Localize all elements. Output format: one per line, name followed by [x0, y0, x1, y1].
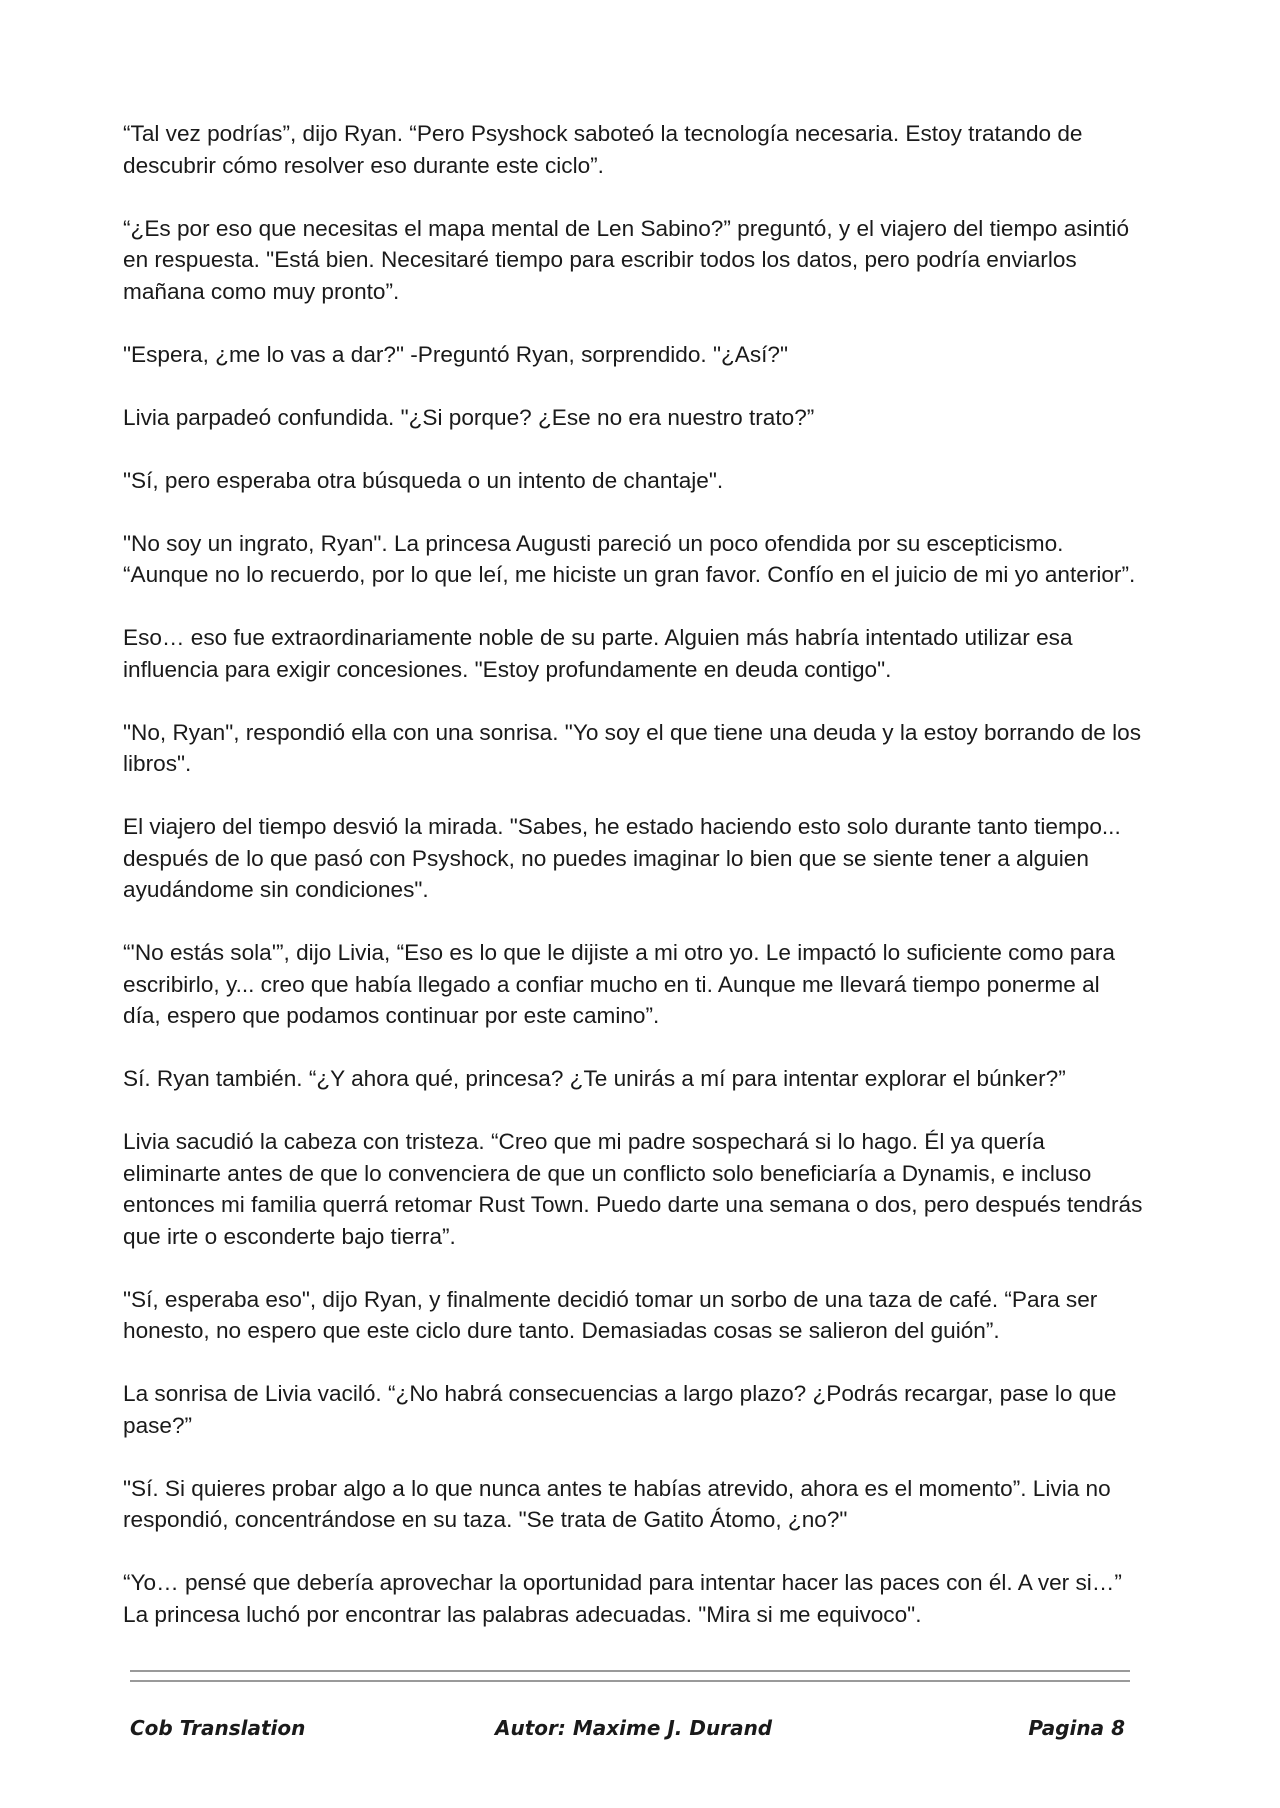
paragraph: “Tal vez podrías”, dijo Ryan. “Pero Psyshock saboteó la tecnología necesaria. Estoy tratando de descubrir cómo resolver eso durante este ciclo”.: [123, 121, 1083, 178]
paragraph: "No, Ryan", respondió ella con una sonrisa. "Yo soy el que tiene una deuda y la estoy borrando de los libros".: [123, 719, 1142, 776]
paragraph: Sí. Ryan también. “¿Y ahora qué, princesa? ¿Te unirás a mí para intentar explorar el búnker?”: [123, 1066, 1066, 1091]
paragraph: "Sí, pero esperaba otra búsqueda o un intento de chantaje".: [123, 467, 724, 493]
page-footer: [130, 1716, 1130, 1748]
body-text: [123, 118, 1143, 1662]
paragraph: "Sí, esperaba eso", dijo Ryan, y finalmente decidió tomar un sorbo de una taza de café. “Para ser honesto, no espero que este ciclo dure tanto. Demasiadas cosas se salieron del guión”.: [123, 1286, 1098, 1343]
paragraph: “Yo… pensé que debería aprovechar la oportunidad para intentar hacer las paces con él. A ver si…” La princesa luchó por encontrar las palabras adecuadas. "Mira si me equivoco".: [123, 1570, 1122, 1627]
paragraph: Livia sacudió la cabeza con tristeza. “Creo que mi padre sospechará si lo hago. Él ya quería eliminarte antes de que lo convenciera de que un conflicto solo beneficiaría a Dynamis, e incluso entonces mi familia querrá retomar Rust Town. Puedo darte una semana o dos, pero después tendrás que irte o esconderte bajo tierra”.: [123, 1129, 1143, 1249]
paragraph: "Sí. Si quieres probar algo a lo que nunca antes te habías atrevido, ahora es el momento”. Livia no respondió, concentrándose en su taza. "Se trata de Gatito Átomo, ¿no?": [123, 1475, 1111, 1532]
paragraph: Livia parpadeó confundida. "¿Si porque? ¿Ese no era nuestro trato?”: [123, 404, 815, 430]
footer-page-number: Pagina 8: [1028, 1716, 1125, 1740]
paragraph: “¿Es por eso que necesitas el mapa mental de Len Sabino?” preguntó, y el viajero del tiempo asintió en respuesta. "Está bien. Necesitaré tiempo para escribir todos los datos, pero podría enviarlos mañana como muy pronto”.: [123, 215, 1130, 304]
footer-author: Autor: Maxime J. Durand: [495, 1716, 773, 1740]
paragraph: Eso… eso fue extraordinariamente noble de su parte. Alguien más habría intentado utilizar esa influencia para exigir concesiones. "Estoy profundamente en deuda contigo".: [123, 625, 1073, 682]
paragraph: "No soy un ingrato, Ryan". La princesa Augusti pareció un poco ofendida por su escepticismo. “Aunque no lo recuerdo, por lo que leí, me hiciste un gran favor. Confío en el juicio de mi yo anterior”.: [123, 530, 1136, 587]
paragraph: El viajero del tiempo desvió la mirada. "Sabes, he estado haciendo esto solo durante tanto tiempo... después de lo que pasó con Psyshock, no puedes imaginar lo bien que se siente tener a alguien ayudándome sin condiciones".: [123, 814, 1121, 902]
footer-divider-top: [130, 1670, 1130, 1672]
paragraph: "Espera, ¿me lo vas a dar?" -Preguntó Ryan, sorprendido. "¿Así?": [123, 341, 789, 367]
paragraph: La sonrisa de Livia vaciló. “¿No habrá consecuencias a largo plazo? ¿Podrás recargar, pase lo que pase?”: [123, 1381, 1117, 1438]
footer-divider-bottom: [130, 1680, 1130, 1682]
paragraph: “'No estás sola'”, dijo Livia, “Eso es lo que le dijiste a mi otro yo. Le impactó lo suficiente como para escribirlo, y... creo que había llegado a confiar mucho en ti. Aunque me llevará tiempo ponerme al día, espero que podamos continuar por este camino”.: [123, 940, 1115, 1028]
footer-translator: Cob Translation: [130, 1716, 306, 1740]
